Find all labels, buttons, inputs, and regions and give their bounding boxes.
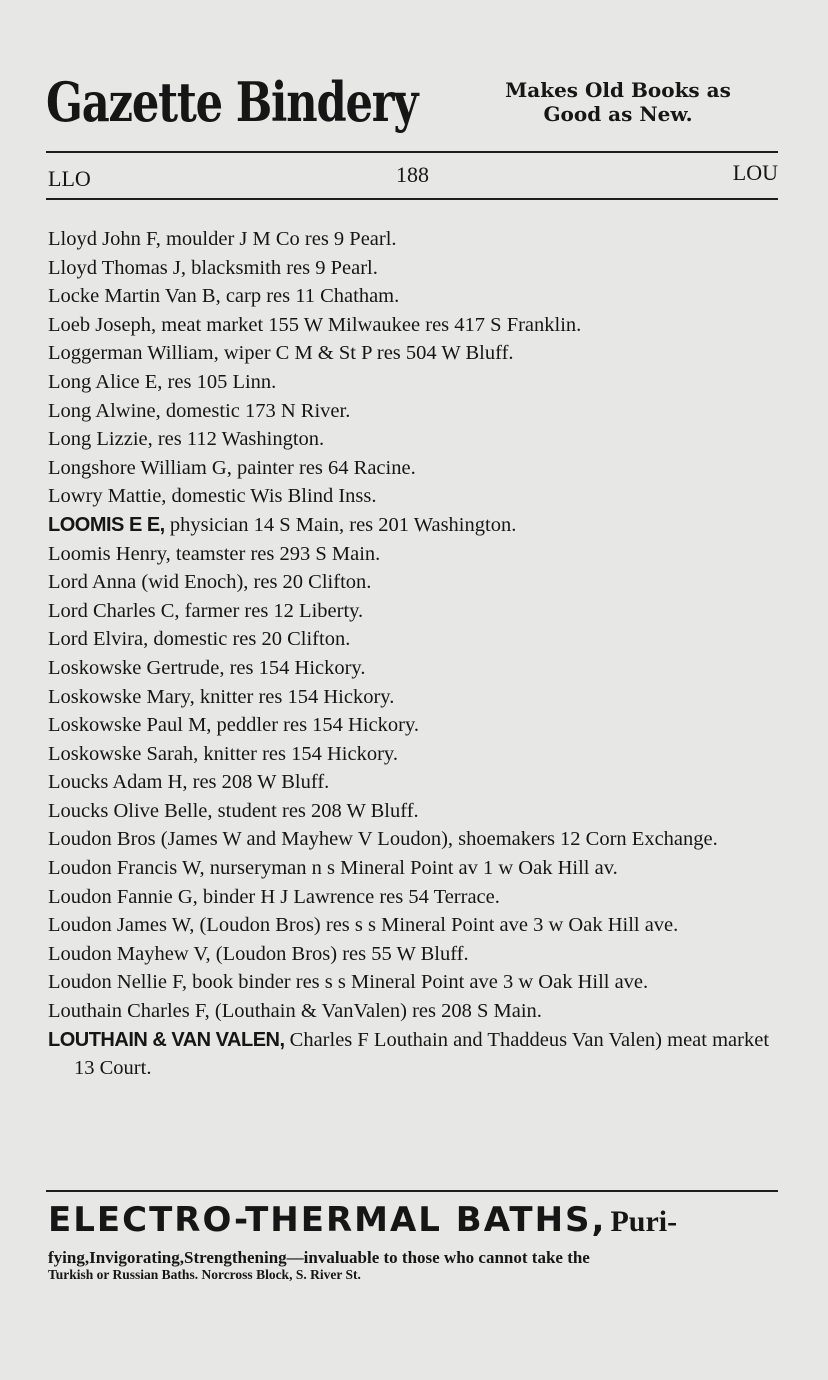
entry-text: Long Lizzie, res 112 Washington. xyxy=(48,428,325,451)
entry-text: Longshore William G, painter res 64 Racine. xyxy=(48,456,416,479)
entry-text: Lloyd John F, moulder J M Co res 9 Pearl. xyxy=(48,228,397,250)
entry-text: Loucks Adam H, res 208 W Bluff. xyxy=(48,771,330,794)
footer-ad-headline: ELECTRO-THERMAL BATHS, xyxy=(48,1200,607,1240)
directory-entry xyxy=(48,425,782,454)
directory-entry xyxy=(48,683,782,712)
entry-text: Loudon James W, (Loudon Bros) res s s Mineral Point ave 3 w Oak Hill ave. xyxy=(48,914,679,937)
directory-entry xyxy=(48,311,782,340)
ad-tagline xyxy=(458,78,778,126)
header-bottom-rule xyxy=(46,198,778,200)
directory-entry xyxy=(48,339,782,368)
header-advertisement xyxy=(46,70,782,142)
running-head-left: LLO xyxy=(48,166,91,191)
footer-advertisement xyxy=(48,1198,784,1283)
directory-entry xyxy=(48,482,782,511)
entry-text: Lloyd Thomas J, blacksmith res 9 Pearl. xyxy=(48,256,378,279)
entry-text: Charles F Louthain and Thaddeus Van Valen) meat market 13 Court. xyxy=(74,1028,770,1080)
entry-text: Locke Martin Van B, carp res 11 Chatham. xyxy=(48,285,400,308)
page-number: 188 xyxy=(396,162,429,187)
entry-text: Loudon Nellie F, book binder res s s Mineral Point ave 3 w Oak Hill ave. xyxy=(48,971,649,994)
ad-business-name: Gazette Bindery xyxy=(46,70,418,134)
ad-tagline-line-1: Makes Old Books as xyxy=(505,78,731,102)
entry-text: Lowry Mattie, domestic Wis Blind Inss. xyxy=(48,485,377,508)
directory-entry xyxy=(48,254,782,283)
directory-entry xyxy=(48,968,782,997)
footer-ad-line-3: Turkish or Russian Baths. Norcross Block, S. River St. xyxy=(48,1267,361,1282)
directory-entry xyxy=(48,797,782,826)
entry-text: Lord Charles C, farmer res 12 Liberty. xyxy=(48,599,364,622)
directory-entry xyxy=(48,883,782,912)
entry-text: Loomis Henry, teamster res 293 S Main. xyxy=(48,542,381,565)
directory-entry xyxy=(48,454,782,483)
entry-text: Loeb Joseph, meat market 155 W Milwaukee res 417 S Franklin. xyxy=(48,313,582,336)
entry-text: Lord Elvira, domestic res 20 Clifton. xyxy=(48,628,351,651)
directory-entry xyxy=(48,511,782,540)
entry-text: Louthain Charles F, (Louthain & VanValen) res 208 S Main. xyxy=(48,1000,542,1023)
directory-entry xyxy=(48,397,782,426)
directory-entry xyxy=(48,940,782,969)
entry-text: Long Alwine, domestic 173 N River. xyxy=(48,399,351,422)
directory-entry xyxy=(48,597,782,626)
directory-entry xyxy=(48,1026,782,1083)
directory-entry xyxy=(48,740,782,769)
directory-entry xyxy=(48,825,782,854)
header-top-rule xyxy=(46,151,778,153)
directory-entry xyxy=(48,282,782,311)
footer-rule xyxy=(46,1190,778,1192)
directory-entries xyxy=(48,225,782,1083)
entry-bold-name: LOUTHAIN & VAN VALEN, xyxy=(48,1028,285,1051)
entry-text: Loudon Francis W, nurseryman n s Mineral Point av 1 w Oak Hill av. xyxy=(48,857,618,880)
footer-ad-line-2: fying,Invigorating,Strengthening—invaluable to those who cannot take the xyxy=(48,1248,590,1267)
entry-text: Loudon Mayhew V, (Loudon Bros) res 55 W Bluff. xyxy=(48,942,469,965)
entry-text: Long Alice E, res 105 Linn. xyxy=(48,370,277,393)
entry-text: Lord Anna (wid Enoch), res 20 Clifton. xyxy=(48,571,372,594)
directory-entry xyxy=(48,654,782,683)
ad-tagline-line-2: Good as New. xyxy=(543,102,693,126)
directory-entry xyxy=(48,368,782,397)
running-head xyxy=(48,160,778,192)
directory-entry xyxy=(48,225,782,254)
footer-ad-headline-tail: Puri- xyxy=(610,1205,678,1238)
directory-entry xyxy=(48,625,782,654)
entry-text: Loggerman William, wiper C M & St P res 504 W Bluff. xyxy=(48,342,514,365)
footer-ad-headline-line xyxy=(48,1198,784,1249)
entry-text: Loskowske Sarah, knitter res 154 Hickory. xyxy=(48,742,398,765)
directory-entry xyxy=(48,768,782,797)
directory-entry xyxy=(48,911,782,940)
directory-entry xyxy=(48,540,782,569)
entry-text: Loudon Fannie G, binder H J Lawrence res 54 Terrace. xyxy=(48,885,500,908)
entry-text: Loskowske Mary, knitter res 154 Hickory. xyxy=(48,685,395,708)
directory-entry xyxy=(48,854,782,883)
entry-text: Loucks Olive Belle, student res 208 W Bluff. xyxy=(48,799,419,822)
entry-text: Loudon Bros (James W and Mayhew V Loudon), shoemakers 12 Corn Exchange. xyxy=(48,828,718,851)
directory-entry xyxy=(48,711,782,740)
entry-text: physician 14 S Main, res 201 Washington. xyxy=(164,513,517,536)
entry-text: Loskowske Gertrude, res 154 Hickory. xyxy=(48,656,366,679)
running-head-right: LOU xyxy=(732,160,778,185)
entry-text: Loskowske Paul M, peddler res 154 Hickory. xyxy=(48,714,420,737)
directory-entry xyxy=(48,568,782,597)
directory-entry xyxy=(48,997,782,1026)
entry-bold-name: LOOMIS E E, xyxy=(48,513,165,536)
